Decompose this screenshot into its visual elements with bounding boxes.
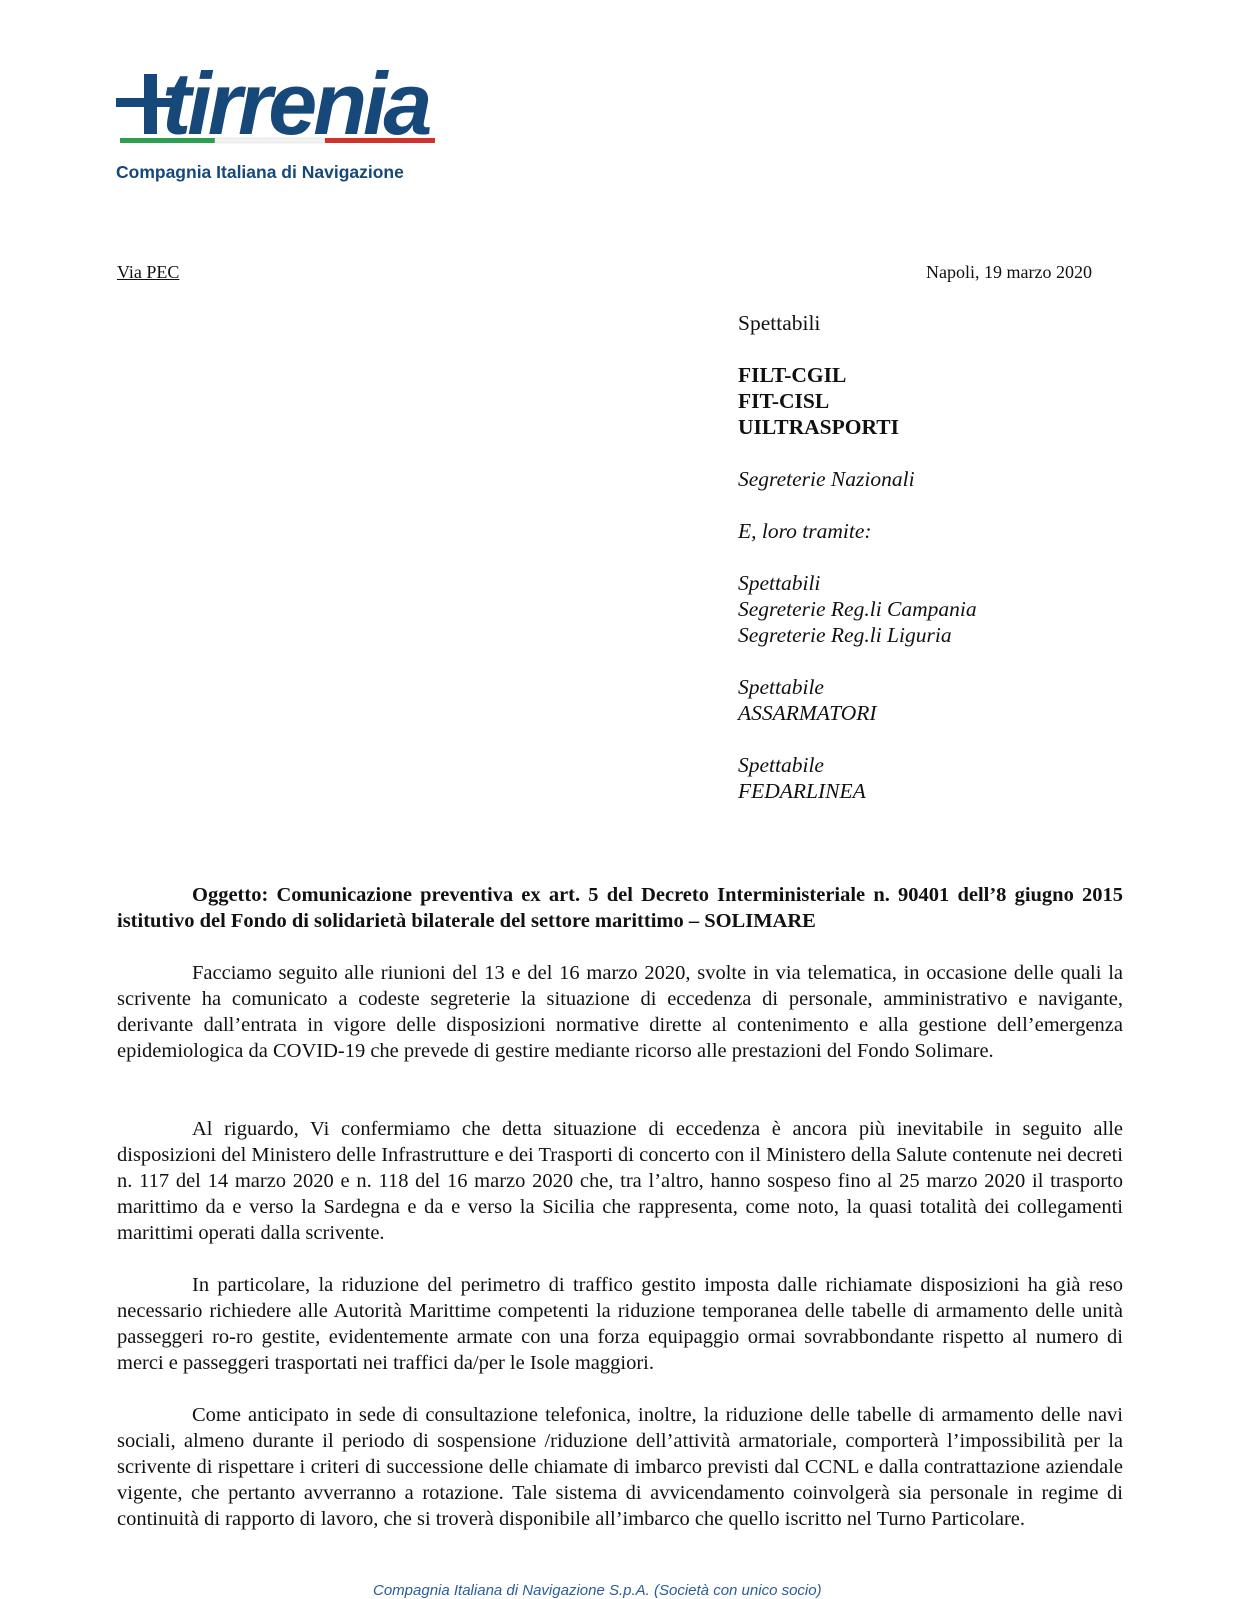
recipient-through: E, loro tramite:: [738, 519, 872, 543]
paragraph-text: Facciamo seguito alle riunioni del 13 e del 16 marzo 2020, svolte in via telematica, in occasione delle quali la scrivente ha comunicato a codeste segreterie la situazione di eccedenza di personale, amministrativo e navigante, derivante dall’entrata in vigore delle disposizioni normative dirette al contenimento e alla gestione dell’emergenza epidemiologica da COVID-19 che prevede di gestire mediante ricorso alle prestazioni del Fondo Solimare.: [117, 962, 1123, 1062]
letter-paragraph: [117, 1402, 1123, 1532]
page-footer: Compagnia Italiana di Navigazione S.p.A. (Società con unico socio): [373, 1582, 822, 1599]
recipient-regional-greeting: Spettabili: [738, 571, 821, 595]
letter-paragraph: [117, 1116, 1123, 1246]
place-date: Napoli, 19 marzo 2020: [926, 262, 1092, 282]
recipient-assoc-greeting: Spettabile: [738, 753, 824, 777]
logo-wordmark: tirrenia: [162, 54, 429, 153]
recipient-union: FILT-CGIL: [738, 363, 847, 387]
logo-subtitle: Compagnia Italiana di Navigazione: [116, 162, 404, 182]
letter-subject: [117, 882, 1123, 934]
paragraph-text: Al riguardo, Vi confermiamo che detta situazione di eccedenza è ancora più inevitabile in seguito alle disposizioni del Ministero delle Infrastrutture e dei Trasporti di concerto con il Ministero della Salute contenute nei decreti n. 117 del 14 marzo 2020 e n. 118 del 16 marzo 2020 che, tra l’altro, hanno sospeso fino al 25 marzo 2020 il trasporto marittimo da e verso la Sardegna e da e verso la Sicilia che rappresenta, come noto, la quasi totalità dei collegamenti marittimi operati dalla scrivente.: [117, 1118, 1123, 1244]
recipient-regional: Segreterie Reg.li Campania: [738, 597, 977, 621]
paragraph-text: Come anticipato in sede di consultazione telefonica, inoltre, la riduzione delle tabelle di armamento delle navi sociali, almeno durante il periodo di sospensione /riduzione dell’attività armatoriale, comporterà l’impossibilità per la scrivente di rispettare i criteri di successione delle chiamate di imbarco previsti dal CCNL e dalla contrattazione aziendale vigente, che pertanto avverranno a rotazione. Tale sistema di avvicendamento coinvolgerà sia personale in regime di continuità di rapporto di lavoro, che si troverà disponibile all’imbarco che quello iscritto nel Turno Particolare.: [117, 1404, 1123, 1530]
subject-text: Oggetto: Comunicazione preventiva ex art. 5 del Decreto Interministeriale n. 90401 dell’8 giugno 2015 istitutivo del Fondo di solidarietà bilaterale del settore marittimo – SOLIMARE: [117, 884, 1123, 932]
letter-paragraph: [117, 960, 1123, 1064]
recipient-secretariats: Segreterie Nazionali: [738, 467, 915, 491]
company-logo: [116, 54, 446, 188]
recipient-assoc: FEDARLINEA: [738, 779, 866, 803]
recipient-union: UILTRASPORTI: [738, 415, 899, 439]
recipient-regional: Segreterie Reg.li Liguria: [738, 623, 952, 647]
delivery-method: Via PEC: [117, 262, 180, 282]
letter-paragraph: [117, 1272, 1123, 1376]
recipient-assoc: ASSARMATORI: [738, 701, 877, 725]
recipient-union: FIT-CISL: [738, 389, 830, 413]
recipient-assoc-greeting: Spettabile: [738, 675, 824, 699]
recipient-greeting: Spettabili: [738, 311, 821, 335]
paragraph-text: In particolare, la riduzione del perimetro di traffico gestito imposta dalle richiamate disposizioni ha già reso necessario richiedere alle Autorità Marittime competenti la riduzione temporanea delle tabelle di armamento delle unità passeggeri ro-ro gestite, evidentemente armate con una forza equipaggio ormai sovrabbondante rispetto al numero di merci e passeggeri trasportati nei traffici da/per le Isole maggiori.: [117, 1274, 1123, 1374]
